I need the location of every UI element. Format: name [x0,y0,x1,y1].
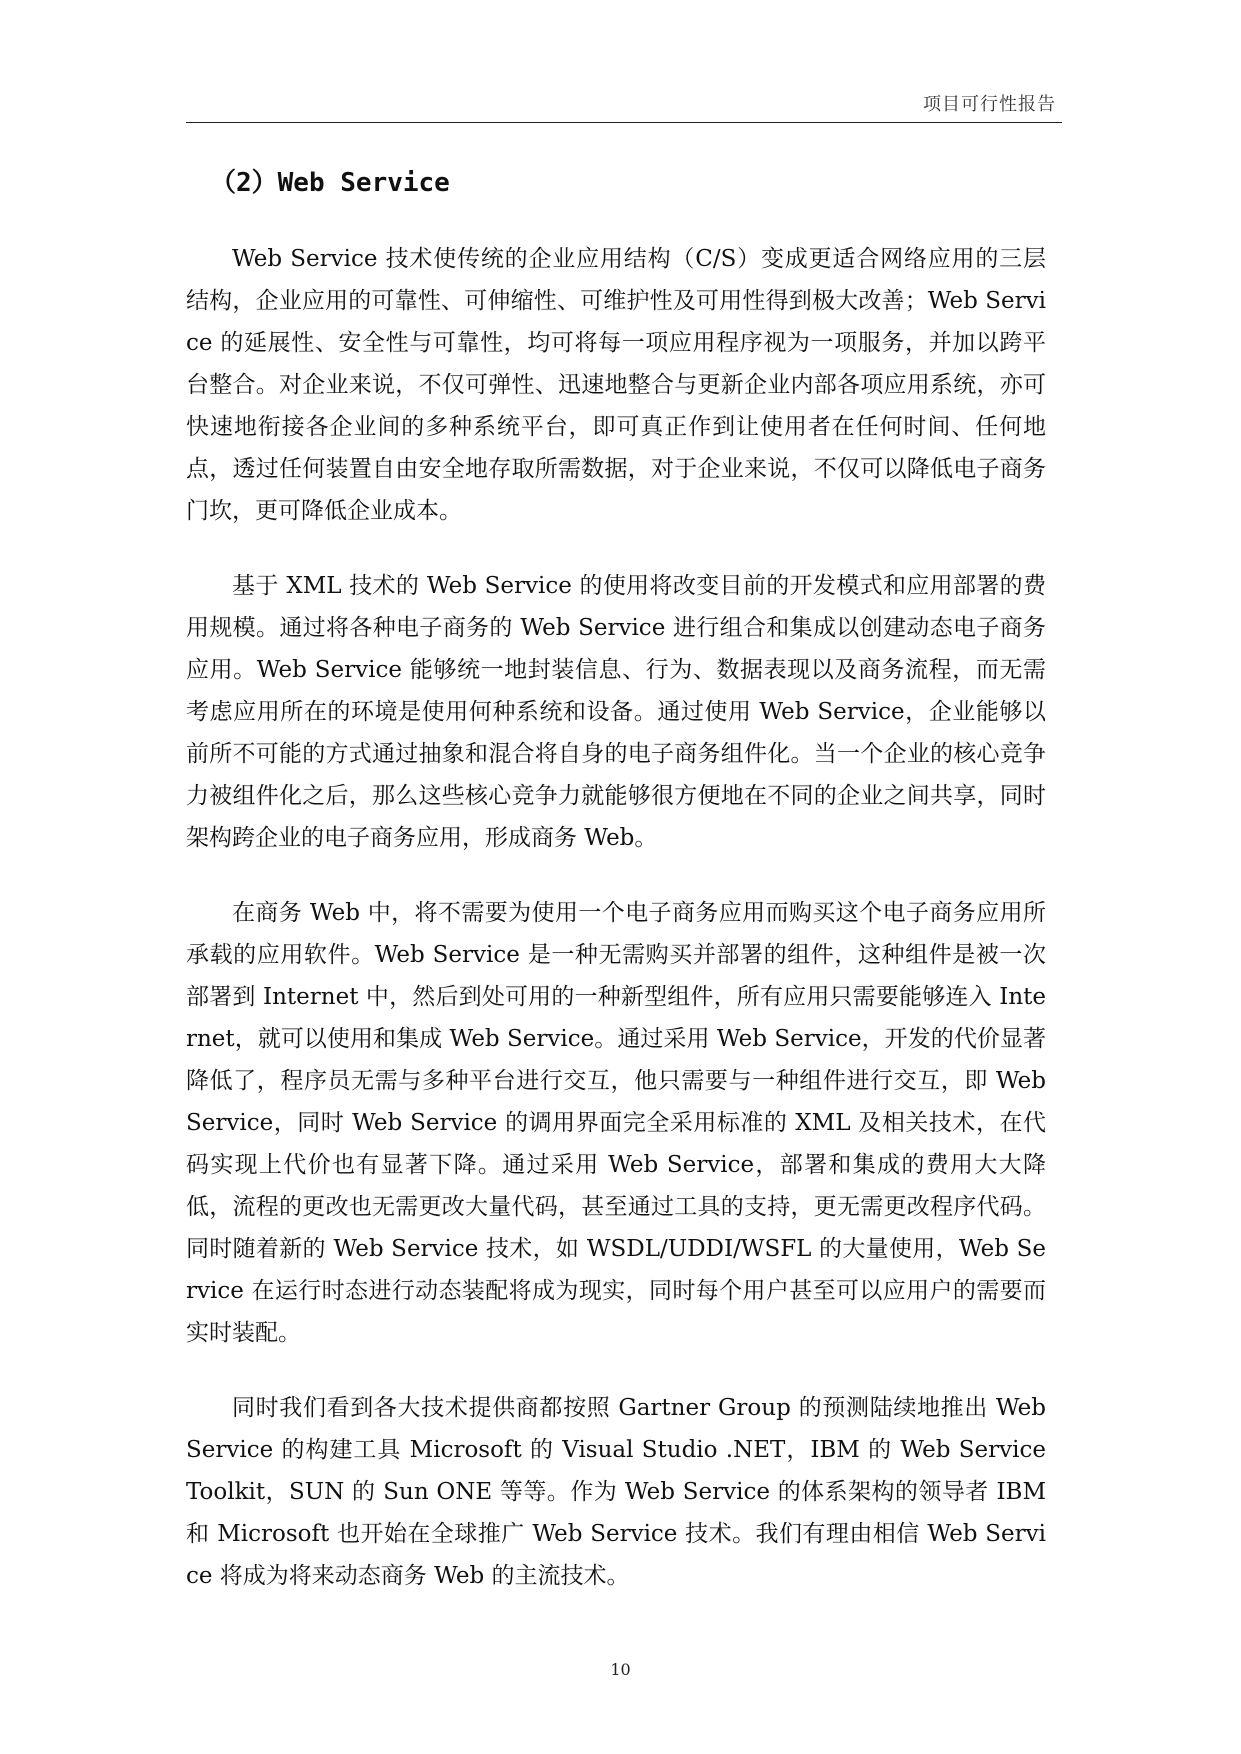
paragraph-web-service-benefits: Web Service 技术使传统的企业应用结构（C/S）变成更适合网络应用的三层结构，企业应用的可靠性、可伸缩性、可维护性及可用性得到极大改善；Web Service 的延展性、安全性与可靠性，均可将每一项应用程序视为一项服务，并加以跨平台整合。对企业来说，不仅可弹性、迅速地整合与更新企业内部各项应用系统，亦可快速地衔接各企业间的多种系统平台，即可真正作到让使用者在任何时间、任何地点，透过任何装置自由安全地存取所需数据，对于企业来说，不仅可以降低电子商务门坎，更可降低企业成本。 [186,246,1046,524]
body-text [186,238,1046,1630]
header-title: 项目可行性报告 [923,94,1056,115]
paragraph-vendor-tools: 同时我们看到各大技术提供商都按照 Gartner Group 的预测陆续地推出 Web Service 的构建工具 Microsoft 的 Visual Studio .NET，IBM 的 Web Service Toolkit，SUN 的 Sun ONE 等等。作为 Web Service 的体系架构的领导者 IBM 和 Microsoft 也开始在全球推广 Web Service 技术。我们有理由相信 Web Service 将成为将来动态商务 Web 的主流技术。 [186,1395,1046,1589]
paragraph-xml-web-service: 基于 XML 技术的 Web Service 的使用将改变目前的开发模式和应用部署的费用规模。通过将各种电子商务的 Web Service 进行组合和集成以创建动态电子商务应用。Web Service 能够统一地封装信息、行为、数据表现以及商务流程，而无需考虑应用所在的环境是使用何种系统和设备。通过使用 Web Service，企业能够以前所不可能的方式通过抽象和混合将自身的电子商务组件化。当一个企业的核心竞争力被组件化之后，那么这些核心竞争力就能够很方便地在不同的企业之间共享，同时架构跨企业的电子商务应用，形成商务 Web。 [186,573,1046,851]
section-heading: （2）Web Service [210,168,450,198]
page-number: 10 [610,1660,631,1679]
paragraph-business-web: 在商务 Web 中，将不需要为使用一个电子商务应用而购买这个电子商务应用所承载的应用软件。Web Service 是一种无需购买并部署的组件，这种组件是被一次部署到 Internet 中，然后到处可用的一种新型组件，所有应用只需要能够连入 Internet，就可以使用和集成 Web Service。通过采用 Web Service，开发的代价显著降低了，程序员无需与多种平台进行交互，他只需要与一种组件进行交互，即 Web Service，同时 Web Service 的调用界面完全采用标准的 XML 及相关技术，在代码实现上代价也有显著下降。通过采用 Web Service，部署和集成的费用大大降低，流程的更改也无需更改大量代码，甚至通过工具的支持，更无需更改程序代码。同时随着新的 Web Service 技术，如 WSDL/UDDI/WSFL 的大量使用，Web Service 在运行时态进行动态装配将成为现实，同时每个用户甚至可以应用户的需要而实时装配。 [186,900,1046,1346]
page-header [186,86,1062,123]
